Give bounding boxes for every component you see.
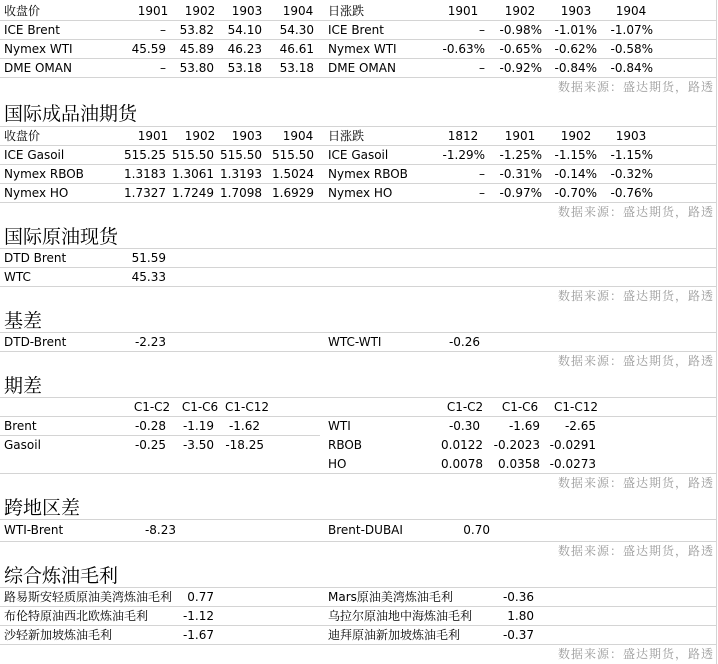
table-cell: -0.63% bbox=[442, 42, 485, 56]
table-cell: 0.70 bbox=[463, 523, 490, 537]
row-label: Nymex WTI bbox=[4, 42, 73, 56]
table-cell: 45.89 bbox=[179, 42, 214, 56]
row-label: 布伦特原油西北欧炼油毛利 bbox=[4, 609, 149, 623]
table-cell: 515.25 bbox=[124, 148, 166, 162]
table-cell: 53.18 bbox=[279, 61, 314, 75]
section-title: 国际成品油期货 bbox=[4, 103, 138, 125]
table-cell: -0.2023 bbox=[493, 438, 540, 452]
table-cell: -1.15% bbox=[554, 148, 597, 162]
table-cell: 46.61 bbox=[279, 42, 314, 56]
col-header: C1-C2 bbox=[446, 400, 484, 414]
row-label: Nymex HO bbox=[4, 186, 69, 200]
source-note: 数据来源：盛达期货，路透 bbox=[557, 647, 714, 661]
table-cell: -0.14% bbox=[554, 167, 597, 181]
table-cell: -0.97% bbox=[499, 186, 542, 200]
table-cell: 0.0078 bbox=[441, 457, 483, 471]
col-header: 1901 bbox=[137, 4, 169, 18]
table-cell: 53.80 bbox=[179, 61, 214, 75]
col-header: 1904 bbox=[282, 129, 314, 143]
table-cell: -0.98% bbox=[499, 23, 542, 37]
table-cell: -2.65 bbox=[564, 419, 596, 433]
table-cell: 53.18 bbox=[227, 61, 262, 75]
table-cell: 45.59 bbox=[131, 42, 166, 56]
table-cell: -0.28 bbox=[134, 419, 166, 433]
table-cell: -0.37 bbox=[502, 628, 534, 642]
table-cell: – bbox=[479, 23, 485, 37]
table-cell: -1.12 bbox=[182, 609, 214, 623]
col-header: 1902 bbox=[184, 129, 216, 143]
row-label: DME OMAN bbox=[328, 61, 396, 75]
table-cell: 1.7098 bbox=[220, 186, 262, 200]
table-cell: -1.07% bbox=[610, 23, 653, 37]
change-header: 日涨跌 bbox=[328, 129, 365, 143]
table-cell: -18.25 bbox=[225, 438, 264, 452]
col-header: 1901 bbox=[447, 4, 479, 18]
table-cell: -0.84% bbox=[610, 61, 653, 75]
table-cell: -0.0273 bbox=[549, 457, 596, 471]
table-cell: -1.67 bbox=[182, 628, 214, 642]
col-header: 1903 bbox=[231, 4, 263, 18]
table-cell: -0.32% bbox=[610, 167, 653, 181]
table-cell: 1.3061 bbox=[172, 167, 214, 181]
table-cell: – bbox=[479, 167, 485, 181]
table-cell: – bbox=[160, 23, 166, 37]
row-label: Nymex RBOB bbox=[328, 167, 408, 181]
row-label: WTI bbox=[328, 419, 351, 433]
section-title: 基差 bbox=[4, 310, 43, 332]
source-note: 数据来源：盛达期货，路透 bbox=[557, 289, 714, 303]
col-header: 1812 bbox=[447, 129, 479, 143]
table-cell: 46.23 bbox=[227, 42, 262, 56]
section-title: 期差 bbox=[4, 375, 43, 397]
table-cell: -0.70% bbox=[554, 186, 597, 200]
row-label: Nymex RBOB bbox=[4, 167, 84, 181]
row-label: WTC bbox=[4, 270, 31, 284]
table-cell: 1.7327 bbox=[124, 186, 166, 200]
row-label: ICE Brent bbox=[328, 23, 384, 37]
table-cell: -1.25% bbox=[499, 148, 542, 162]
table-cell: 515.50 bbox=[272, 148, 314, 162]
col-header: 1904 bbox=[282, 4, 314, 18]
source-note: 数据来源：盛达期货，路透 bbox=[557, 544, 714, 558]
row-label: Brent-DUBAI bbox=[328, 523, 403, 537]
section-title: 国际原油现货 bbox=[4, 226, 119, 248]
row-label: DME OMAN bbox=[4, 61, 72, 75]
table-cell: 515.50 bbox=[172, 148, 214, 162]
close-header: 收盘价 bbox=[4, 129, 41, 143]
table-cell: -0.84% bbox=[554, 61, 597, 75]
table-cell: -2.23 bbox=[134, 335, 166, 349]
table-cell: 1.6929 bbox=[272, 186, 314, 200]
table-cell: – bbox=[160, 61, 166, 75]
table-cell: 1.7249 bbox=[172, 186, 214, 200]
col-header: 1902 bbox=[184, 4, 216, 18]
table-cell: 1.3193 bbox=[220, 167, 262, 181]
col-header: 1902 bbox=[560, 129, 592, 143]
row-label: ICE Gasoil bbox=[328, 148, 389, 162]
row-label: RBOB bbox=[328, 438, 363, 452]
table-cell: -0.26 bbox=[448, 335, 480, 349]
table-cell: -1.29% bbox=[442, 148, 485, 162]
table-cell: -1.01% bbox=[554, 23, 597, 37]
table-cell: 54.30 bbox=[279, 23, 314, 37]
row-label: Mars原油美湾炼油毛利 bbox=[328, 590, 453, 604]
row-label: WTC-WTI bbox=[328, 335, 382, 349]
col-header: C1-C6 bbox=[181, 400, 219, 414]
row-label: 路易斯安轻质原油美湾炼油毛利 bbox=[4, 590, 173, 604]
table-cell: 0.0122 bbox=[441, 438, 483, 452]
table-cell: 51.59 bbox=[131, 251, 166, 265]
col-header: 1901 bbox=[137, 129, 169, 143]
source-note: 数据来源：盛达期货，路透 bbox=[557, 476, 714, 490]
row-label: Brent bbox=[4, 419, 37, 433]
table-cell: – bbox=[479, 61, 485, 75]
col-header: 1902 bbox=[504, 4, 536, 18]
row-label: 乌拉尔原油地中海炼油毛利 bbox=[328, 609, 473, 623]
table-cell: -0.62% bbox=[554, 42, 597, 56]
row-label: DTD-Brent bbox=[4, 335, 67, 349]
table-cell: 1.80 bbox=[507, 609, 534, 623]
col-header: 1903 bbox=[231, 129, 263, 143]
table-cell: -1.19 bbox=[182, 419, 214, 433]
table-cell: -1.69 bbox=[508, 419, 540, 433]
table-cell: -1.62 bbox=[228, 419, 260, 433]
source-note: 数据来源：盛达期货，路透 bbox=[557, 80, 714, 94]
col-header: C1-C2 bbox=[133, 400, 171, 414]
section-title: 跨地区差 bbox=[4, 497, 81, 519]
col-header: 1903 bbox=[615, 129, 647, 143]
col-header: C1-C12 bbox=[225, 400, 269, 414]
table-cell: 0.0358 bbox=[498, 457, 540, 471]
close-header: 收盘价 bbox=[4, 4, 41, 18]
table-cell: 0.77 bbox=[187, 590, 214, 604]
table-cell: 1.3183 bbox=[124, 167, 166, 181]
table-cell: -0.0291 bbox=[549, 438, 596, 452]
row-label: HO bbox=[328, 457, 347, 471]
table-cell: -0.30 bbox=[448, 419, 480, 433]
row-label: 迪拜原油新加坡炼油毛利 bbox=[328, 628, 461, 642]
source-note: 数据来源：盛达期货，路透 bbox=[557, 354, 714, 368]
row-label: Nymex WTI bbox=[328, 42, 397, 56]
row-label: DTD Brent bbox=[4, 251, 67, 265]
table-cell: -0.65% bbox=[499, 42, 542, 56]
source-note: 数据来源：盛达期货，路透 bbox=[557, 205, 714, 219]
table-cell: 53.82 bbox=[179, 23, 214, 37]
table-cell: -0.92% bbox=[499, 61, 542, 75]
table-cell: -0.25 bbox=[134, 438, 166, 452]
table-cell: -0.31% bbox=[499, 167, 542, 181]
table-cell: -0.36 bbox=[502, 590, 534, 604]
col-header: 1904 bbox=[615, 4, 647, 18]
table-cell: 54.10 bbox=[227, 23, 262, 37]
table-cell: -0.76% bbox=[610, 186, 653, 200]
right-border bbox=[716, 0, 717, 664]
table-cell: 1.5024 bbox=[272, 167, 314, 181]
table-cell: – bbox=[479, 186, 485, 200]
col-header: 1903 bbox=[560, 4, 592, 18]
row-label: Gasoil bbox=[4, 438, 41, 452]
table-cell: -3.50 bbox=[182, 438, 214, 452]
col-header: C1-C6 bbox=[501, 400, 539, 414]
table-cell: -1.15% bbox=[610, 148, 653, 162]
col-header: 1901 bbox=[504, 129, 536, 143]
table-cell: -0.58% bbox=[610, 42, 653, 56]
row-label: ICE Brent bbox=[4, 23, 60, 37]
change-header: 日涨跌 bbox=[328, 4, 365, 18]
col-header: C1-C12 bbox=[554, 400, 598, 414]
row-label: Nymex HO bbox=[328, 186, 393, 200]
row-label: ICE Gasoil bbox=[4, 148, 65, 162]
table-cell: 45.33 bbox=[131, 270, 166, 284]
row-label: 沙轻新加坡炼油毛利 bbox=[4, 628, 113, 642]
table-cell: 515.50 bbox=[220, 148, 262, 162]
table-cell: -8.23 bbox=[144, 523, 176, 537]
section-title: 综合炼油毛利 bbox=[4, 565, 119, 587]
row-label: WTI-Brent bbox=[4, 523, 64, 537]
